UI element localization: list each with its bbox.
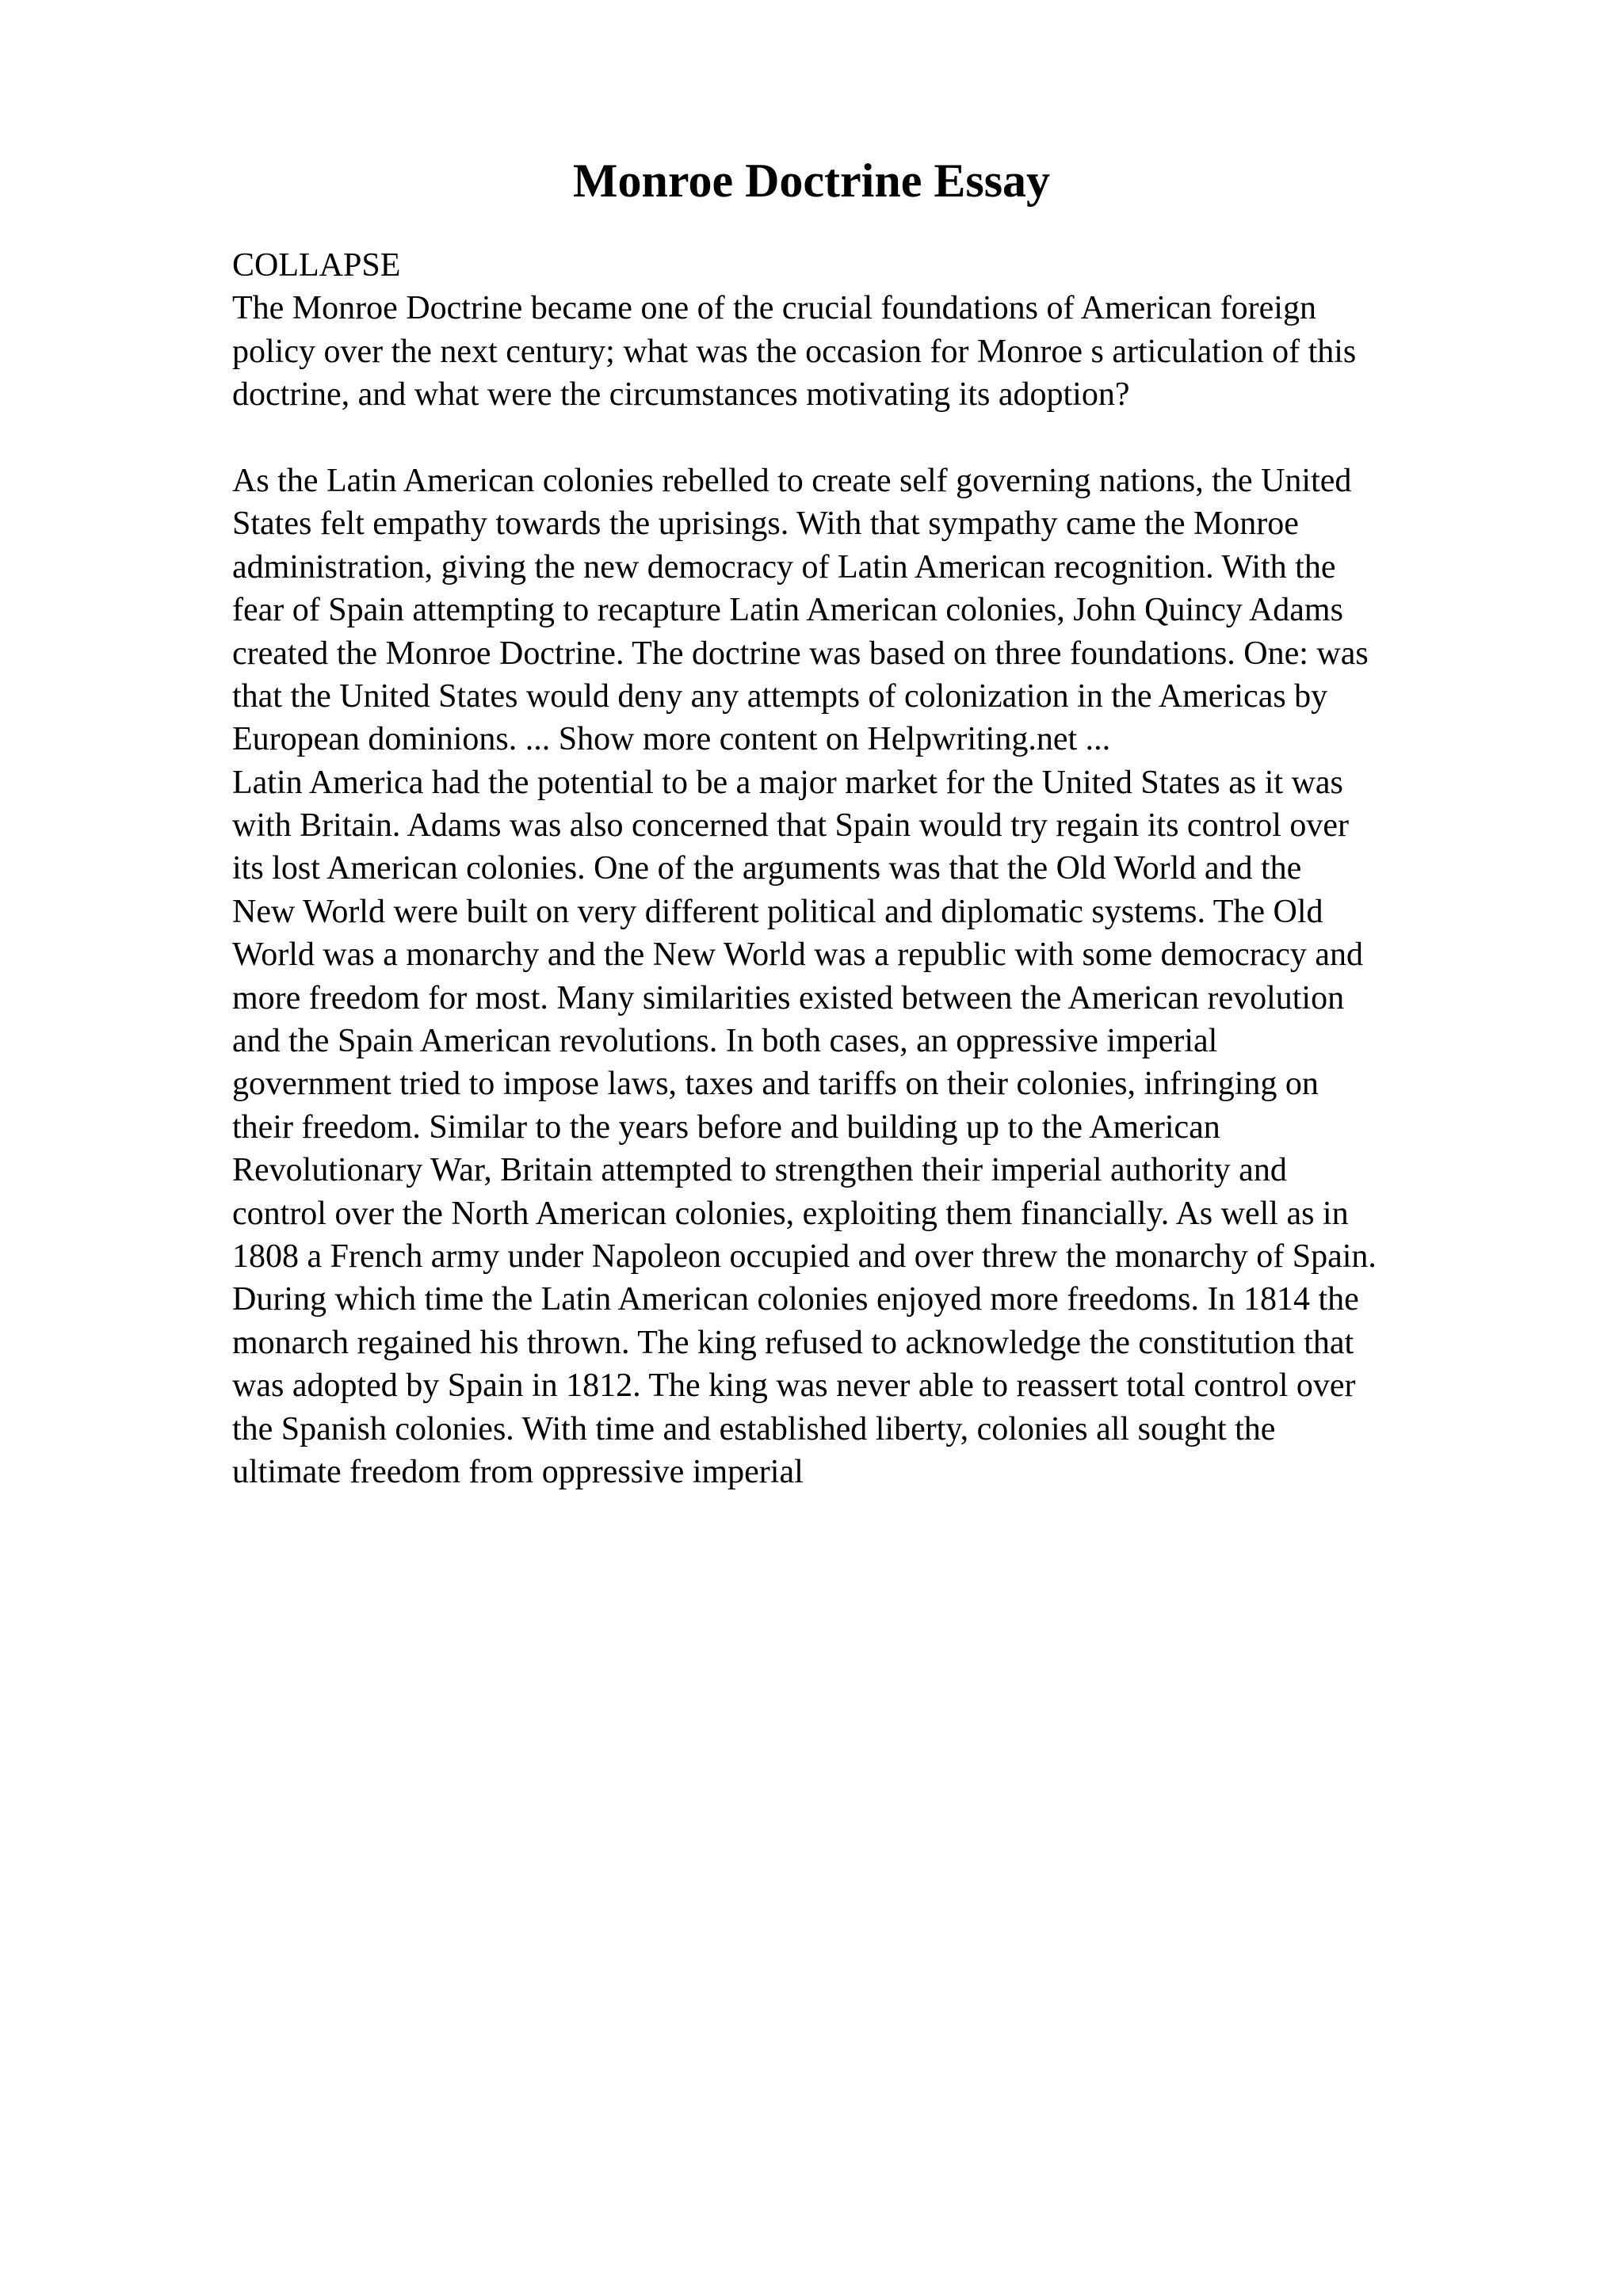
text-line: and the Spain American revolutions. In both cases, an oppressive imperial [232,1023,1218,1060]
text-line: monarch regained his thrown. The king refused to acknowledge the constitution that [232,1324,1354,1361]
text-line: more freedom for most. Many similarities existed between the American revolution [232,979,1345,1016]
text-line: As the Latin American colonies rebelled to create self governing nations, the United [232,462,1352,499]
question-paragraph [232,287,1595,416]
text-line: 1808 a French army under Napoleon occupied and over threw the monarchy of Spain. [232,1238,1377,1275]
text-line: policy over the next century; what was the occasion for Monroe s articulation of this [232,333,1357,370]
text-line: Revolutionary War, Britain attempted to strengthen their imperial authority and [232,1152,1287,1189]
text-line: ultimate freedom from oppressive imperial [232,1453,804,1490]
text-line: doctrine, and what were the circumstances motivating its adoption? [232,376,1130,414]
text-line: States felt empathy towards the uprisings. With that sympathy came the Monroe [232,505,1299,543]
text-line: control over the North American colonies, exploiting them financially. As well as in [232,1195,1349,1232]
text-line: fear of Spain attempting to recapture Latin American colonies, John Quincy Adams [232,592,1343,629]
text-line: with Britain. Adams was also concerned that Spain would try regain its control over [232,807,1350,845]
text-line: The Monroe Doctrine became one of the crucial foundations of American foreign [232,290,1316,327]
text-line: European dominions. ... Show more content on Helpwriting.net ... [232,721,1111,758]
text-line: its lost American colonies. One of the arguments was that the Old World and the [232,850,1302,887]
text-line: government tried to impose laws, taxes and tariffs on their colonies, infringing on [232,1066,1319,1103]
text-line: During which time the Latin American colonies enjoyed more freedoms. In 1814 the [232,1281,1359,1318]
paragraph-1 [232,460,1595,761]
essay-body [232,244,1595,1493]
text-line: New World were built on very different political and diplomatic systems. The Old [232,893,1323,930]
text-line: World was a monarchy and the New World was a republic with some democracy and [232,936,1364,974]
paragraph-spacer [232,417,1595,460]
text-line: was adopted by Spain in 1812. The king was never able to reassert total control over [232,1367,1356,1405]
text-line: Latin America had the potential to be a major market for the United States as it was [232,764,1343,801]
text-line: their freedom. Similar to the years before and building up to the American [232,1108,1220,1146]
page-title: Monroe Doctrine Essay [572,154,1051,207]
text-line: that the United States would deny any attempts of colonization in the Americas by [232,677,1328,715]
text-line: administration, giving the new democracy of Latin American recognition. With the [232,548,1336,585]
text-line: the Spanish colonies. With time and established liberty, colonies all sought the [232,1410,1276,1447]
paragraph-2 [232,761,1595,1494]
heading-label: COLLAPSE [232,247,401,284]
text-line: created the Monroe Doctrine. The doctrine was based on three foundations. One: was [232,635,1369,672]
